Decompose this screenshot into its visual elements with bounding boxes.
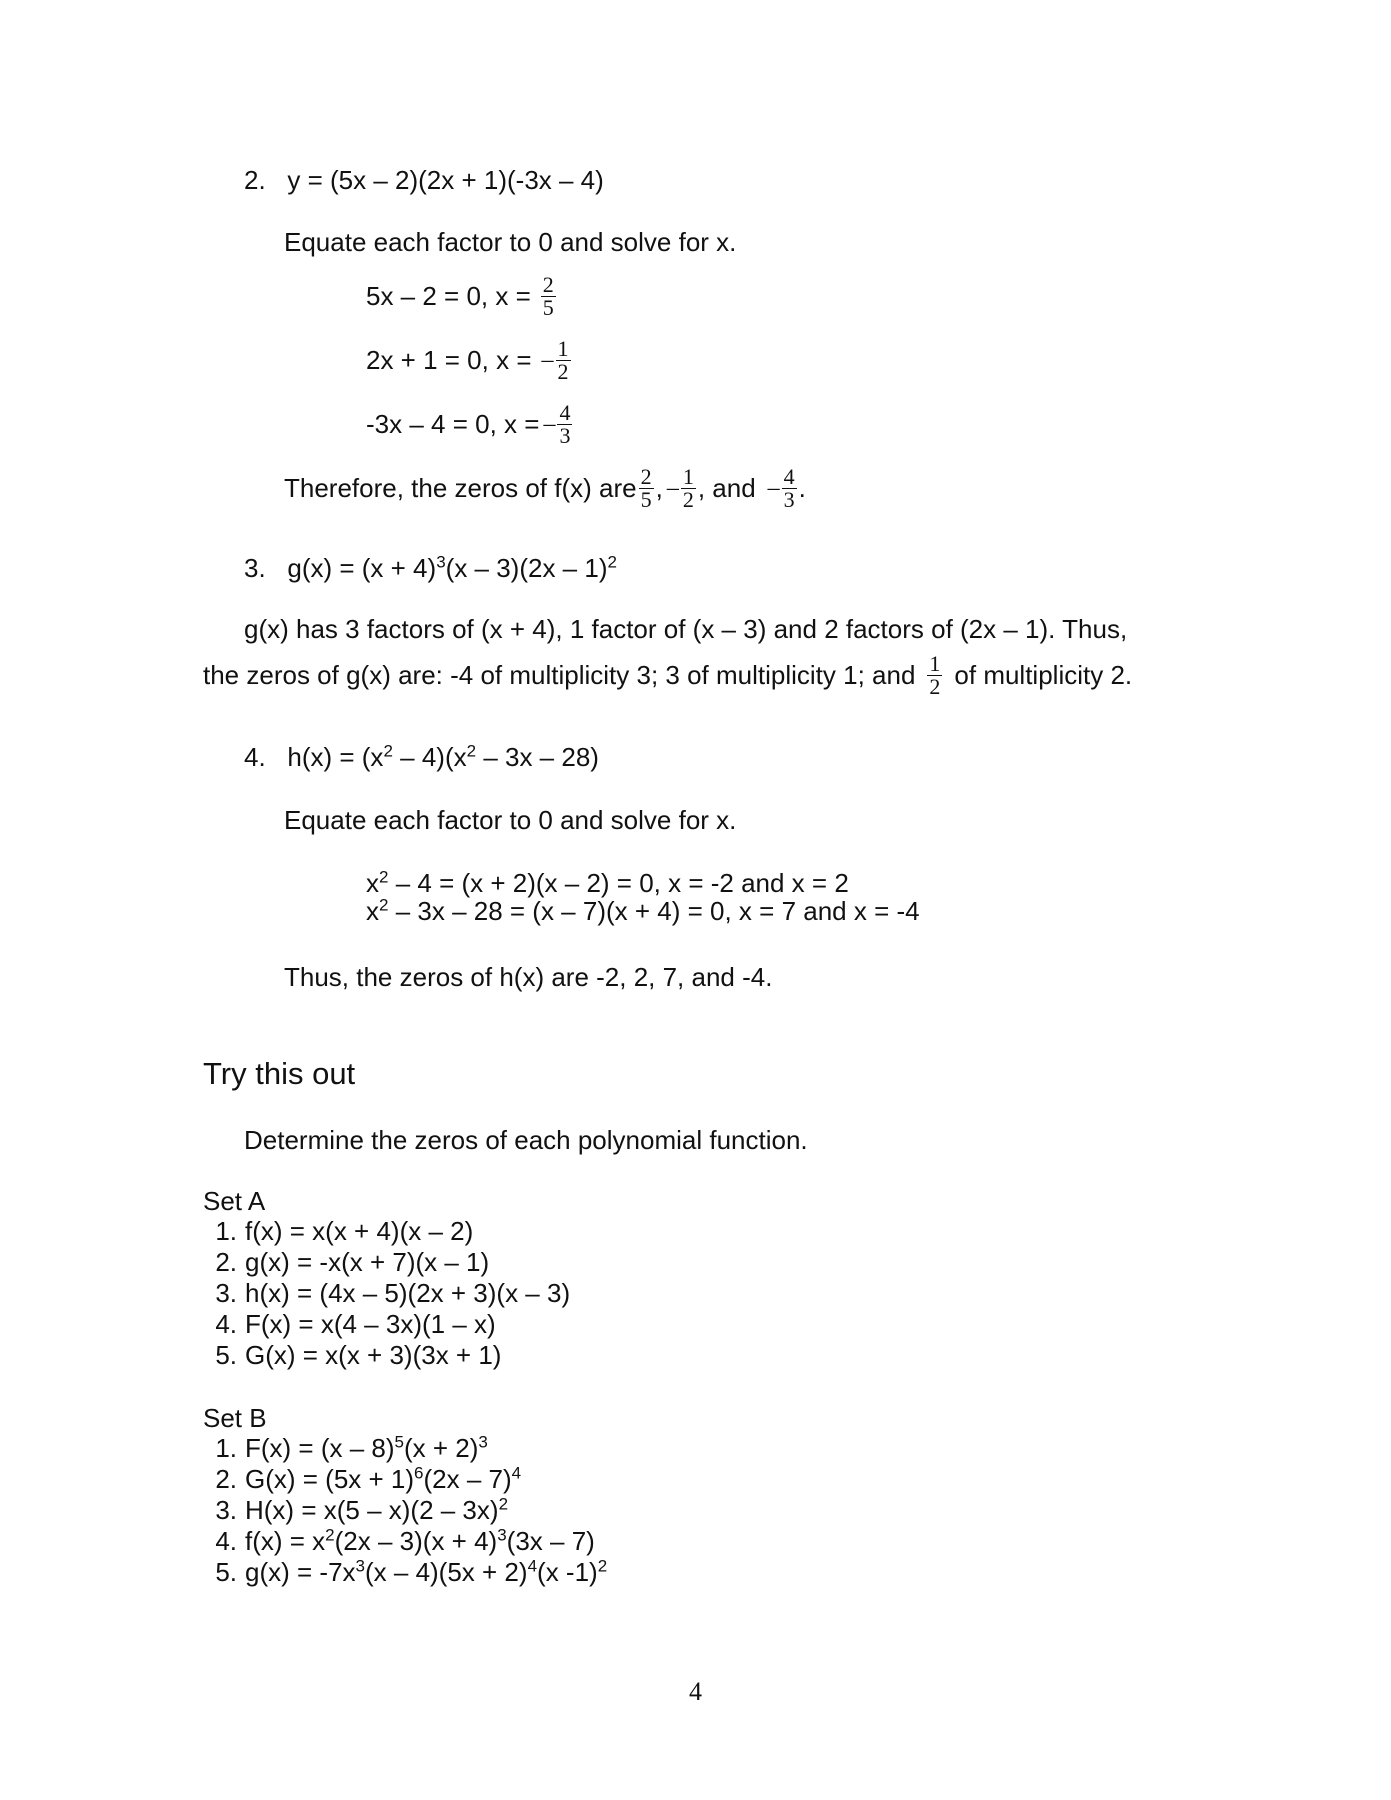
list-item: 1. $F(x) = (x - 8)^5(x + 2)^3$ <box>215 1432 488 1463</box>
fraction: $\frac{4}{3}$ <box>559 399 571 448</box>
factor-line-2: $x^2 - 3x - 28 = (x - 7)(x + 4) = 0$, x = 7 and x = -4 <box>366 895 920 926</box>
list-item: 3. H(x) = x(5 – x)(2 – 3x)$^2$ <box>215 1494 509 1525</box>
list-item: 3. h(x) = (4x – 5)(2x + 3)(x – 3) <box>215 1278 571 1308</box>
list-item: 4. F(x) = x(4 – 3x)(1 – x) <box>215 1309 496 1339</box>
paragraph-line: g(x) has 3 factors of (x + 4), 1 factor of (x – 3) and 2 factors of (2x – 1). Thus, <box>244 614 1128 644</box>
factor-line-2: 2x + 1 = 0, x = – $\frac{1}{2}$ <box>366 335 569 384</box>
list-item: 5. G(x) = x(x + 3)(3x + 1) <box>215 1340 502 1370</box>
fraction: $\frac{1}{2}$ <box>929 650 941 699</box>
example-4-equation: 4. $h(x) = (x^2 - 4)(x^2 - 3x - 28)$ <box>244 741 599 772</box>
example-2-equation <box>244 165 604 195</box>
example-4-conclusion: Thus, the zeros of h(x) are -2, 2, 7, and -4. <box>284 962 773 992</box>
equation-text: y = (5x – 2)(2x + 1)(-3x – 4) <box>287 165 604 195</box>
paragraph-line: the zeros of g(x) are: -4 of multiplicity 3; 3 of multiplicity 1; and $\frac{1}{2}$ of multiplicity 2. <box>203 650 1133 699</box>
list-item: 4. $f(x) = x^2(2x - 3)(x + 4)^3(3x - 7)$ <box>215 1525 595 1556</box>
set-b-label: Set B <box>203 1403 267 1433</box>
factor-line-1: 5x – 2 = 0, x = $\frac{2}{5}$ <box>366 271 554 320</box>
list-item: 5. $g(x) = -7x^3(x - 4)(5x + 2)^4(x$ -1)$^2$ <box>215 1556 608 1587</box>
item-number: 2. <box>244 165 266 195</box>
fraction: $\frac{4}{3}$ <box>783 463 795 512</box>
item-number: 3. <box>244 553 266 583</box>
item-number: 4. <box>244 742 266 772</box>
section-heading: Try this out <box>203 1056 356 1091</box>
list-item: 2. g(x) = -x(x + 7)(x – 1) <box>215 1247 490 1277</box>
instruction-text: Equate each factor to 0 and solve for x. <box>284 805 737 835</box>
list-item: 1. f(x) = x(x + 4)(x – 2) <box>215 1216 474 1246</box>
page-number: 4 <box>689 1677 702 1706</box>
factor-line-3: -3x – 4 = 0, x = – $\frac{4}{3}$ <box>366 399 571 448</box>
fraction: $\frac{1}{2}$ <box>557 335 569 384</box>
fraction: $\frac{2}{5}$ <box>542 271 554 320</box>
instruction-text: Equate each factor to 0 and solve for x. <box>284 227 737 257</box>
example-3-equation: 3. $g(x) = (x + 4)^3(x - 3)(2x - 1)^2$ <box>244 552 617 583</box>
example-2-conclusion: Therefore, the zeros of f(x) are $\frac{2}{5}$ , – $\frac{1}{2}$ , and – $\frac{4}{3}$ . <box>284 463 806 512</box>
set-a-list <box>197 1216 570 1371</box>
list-item: 2. $G(x) = (5x + 1)^6(2x - 7)^4$ <box>215 1463 522 1494</box>
set-a-label: Set A <box>203 1186 266 1216</box>
set-b-list <box>197 1433 607 1588</box>
instruction-text: Determine the zeros of each polynomial function. <box>244 1125 808 1155</box>
fraction: $\frac{1}{2}$ <box>682 463 694 512</box>
factor-line-1: $x^2 - 4 = (x + 2)(x - 2) = 0$, x = -2 and x = 2 <box>366 867 849 898</box>
fraction: $\frac{2}{5}$ <box>640 463 652 512</box>
